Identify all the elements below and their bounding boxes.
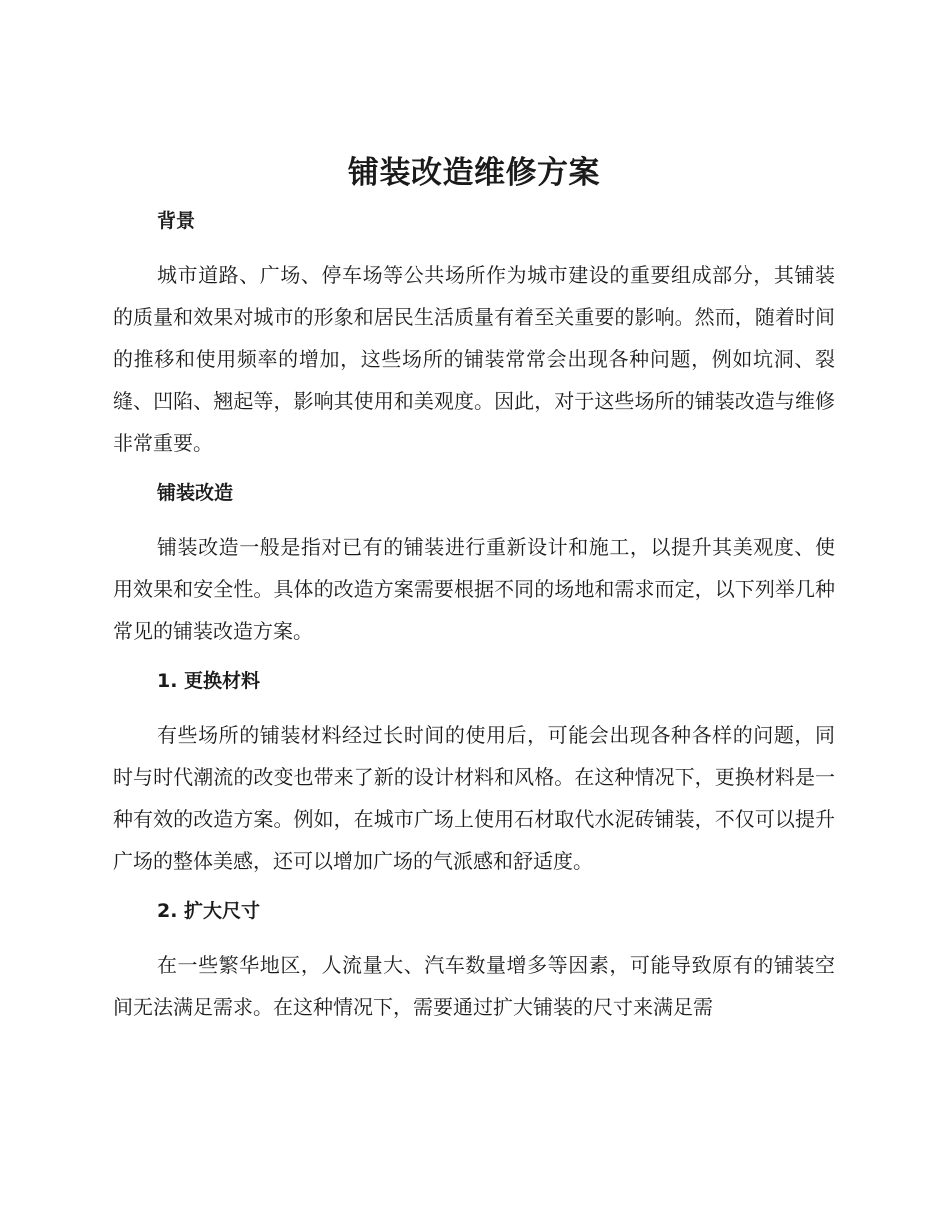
spacer [113,508,835,526]
spacer [113,236,835,254]
document-title: 铺装改造维修方案 [348,155,600,191]
spacer [113,696,835,714]
section-paragraph: 在一些繁华地区，人流量大、汽车数量增多等因素，可能导致原有的铺装空间无法满足需求。在这种情况下，需要通过扩大铺装的尺寸来满足需 [113,953,835,1019]
spacer [113,464,835,478]
section-heading: 铺装改造 [157,482,234,504]
spacer [113,652,835,666]
section-heading: 2. 扩大尺寸 [157,900,261,922]
section-heading: 1. 更换材料 [157,670,261,692]
section-paragraph: 铺装改造一般是指对已有的铺装进行重新设计和施工，以提升其美观度、使用效果和安全性。具体的改造方案需要根据不同的场地和需求而定，以下列举几种常见的铺装改造方案。 [113,535,835,643]
section-paragraph: 城市道路、广场、停车场等公共场所作为城市建设的重要组成部分，其铺装的质量和效果对城市的形象和居民生活质量有着至关重要的影响。然而，随着时间的推移和使用频率的增加，这些场所的铺装常常会出现各种问题，例如坑洞、裂缝、凹陷、翘起等，影响其使用和美观度。因此，对于这些场所的铺装改造与维修非常重要。 [113,263,835,455]
section-background [113,206,835,478]
section-enlarge-size [113,896,835,1028]
section-heading: 背景 [157,210,196,232]
spacer [113,882,835,896]
spacer [113,926,835,944]
section-replace-material [113,666,835,896]
document-page [113,148,835,1028]
section-paragraph: 有些场所的铺装材料经过长时间的使用后，可能会出现各种各样的问题，同时与时代潮流的改变也带来了新的设计材料和风格。在这种情况下，更换材料是一种有效的改造方案。例如，在城市广场上使用石材取代水泥砖铺装，不仅可以提升广场的整体美感，还可以增加广场的气派感和舒适度。 [113,723,835,873]
section-renovation [113,478,835,666]
